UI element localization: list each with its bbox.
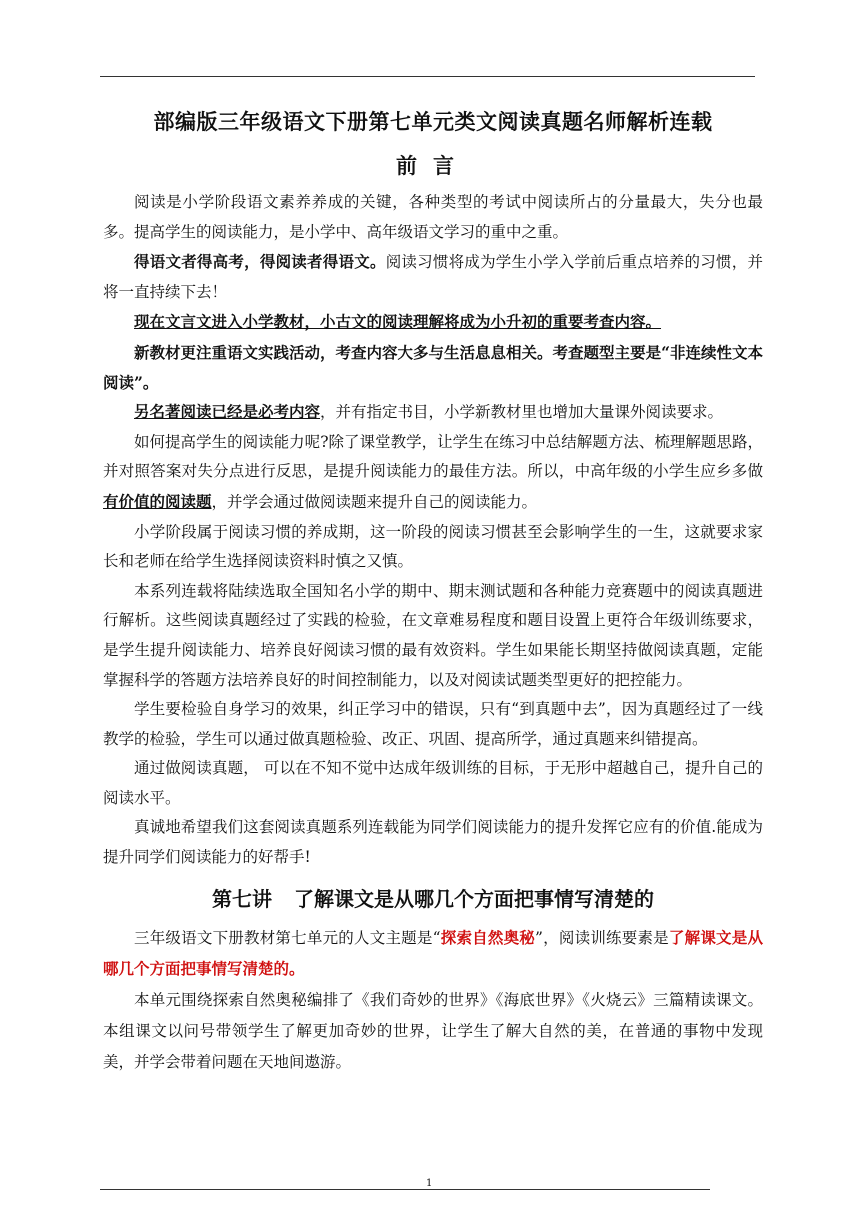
paragraph-2 [103, 247, 763, 307]
paragraph-8: 本系列连载将陆续选取全国知名小学的期中、期末测试题和各种能力竞赛题中的阅读真题进行解析。这些阅读真题经过了实践的检验，在文章难易程度和题目设置上更符合年级训练要求，是学生提升阅读能力、培养良好阅读习惯的最有效资料。学生如果能长期坚持做阅读真题，定能掌握科学的答题方法培养良好的时间控制能力，以及对阅读试题类型更好的把控能力。 [103, 581, 763, 689]
paragraph-7: 小学阶段属于阅读习惯的养成期，这一阶段的阅读习惯甚至会影响学生的一生，这就要求家长和老师在给学生选择阅读资料时慎之又慎。 [103, 522, 763, 571]
lecture-heading [103, 879, 763, 919]
paragraph-2-rest: 阅读习惯将成为学生小学入学前后重点培养的习惯，并将一直持续下去！ [103, 253, 763, 301]
paragraph-3 [103, 307, 763, 338]
paragraph-12-b: ”，阅读训练要素是 [535, 928, 669, 947]
paragraph-5 [103, 397, 763, 428]
paragraph-12 [103, 923, 763, 985]
paragraph-6-a: 如何提高学生的阅读能力呢?除了课堂教学，让学生在练习中总结解题方法、梳理解题思路，并对照答案对失分点进行反思，是提升阅读能力的最佳方法。所以，中高年级的小学生应乡多做 [103, 432, 763, 481]
header-rule [100, 76, 755, 77]
paragraph-6 [103, 428, 763, 518]
paragraph-5-underlined: 另名著阅读已经是必考内容 [134, 402, 321, 422]
paragraph-6-emphasis: 有价值的阅读题 [103, 491, 212, 511]
footer-rule [100, 1189, 710, 1190]
document-body [103, 96, 763, 1078]
page-number: 1 [426, 1178, 433, 1189]
reading-element: 了解课文是从哪几个方面把事情写清楚的。 [103, 928, 763, 978]
paragraph-11: 真诚地希望我们这套阅读真题系列连载能为同学们阅读能力的提升发挥它应有的价值.能成为提升同学们阅读能力的好帮手! [103, 818, 763, 867]
paragraph-5-rest: ，并有指定书目，小学新教材里也增加大量课外阅读要求。 [320, 403, 724, 422]
paragraph-3-text: 现在文言文进入小学教材，小古文的阅读理解将成为小升初的重要考查内容。 [134, 312, 662, 332]
paragraph-4: 新教材更注重语文实践活动，考查内容大多与生活息息相关。考查题型主要是“非连续性文本阅读”。 [103, 342, 763, 392]
paragraph-2-bold: 得语文者得高考，得阅读者得语文。 [134, 252, 386, 272]
paragraph-1: 阅读是小学阶段语文素养养成的关键，各种类型的考试中阅读所占的分量最大，失分也最多。提高学生的阅读能力，是小学中、高年级语文学习的重中之重。 [103, 193, 763, 241]
paragraph-9: 学生要检验自身学习的效果，纠正学习中的错误，只有“到真题中去”，因为真题经过了一线教学的检验，学生可以通过做真题检验、改正、巩固、提高所学，通过真题来纠错提高。 [103, 700, 763, 748]
paragraph-13: 本单元围绕探索自然奥秘编排了《我们奇妙的世界》《海底世界》《火烧云》三篇精读课文。本组课文以问号带领学生了解更加奇妙的世界，让学生了解大自然的美，在普通的事物中发现美，并学会带着问题在天地间遨游。 [103, 990, 763, 1071]
preface-heading: 前言 [396, 153, 470, 178]
document-title: 部编版三年级语文下册第七单元类文阅读真题名师解析连载 [153, 109, 713, 134]
paragraph-12-a: 三年级语文下册教材第七单元的人文主题是“ [134, 928, 441, 947]
unit-theme: 探索自然奥秘 [440, 928, 536, 947]
lecture-title: 了解课文是从哪几个方面把事情写清楚的 [294, 886, 654, 911]
paragraph-6-c: ，并学会通过做阅读题来提升自己的阅读能力。 [211, 492, 538, 511]
paragraph-10: 通过做阅读真题， 可以在不知不觉中达成年级训练的目标，于无形中超越自己，提升自己的阅读水平。 [103, 759, 763, 807]
lecture-number: 第七讲 [212, 886, 272, 911]
